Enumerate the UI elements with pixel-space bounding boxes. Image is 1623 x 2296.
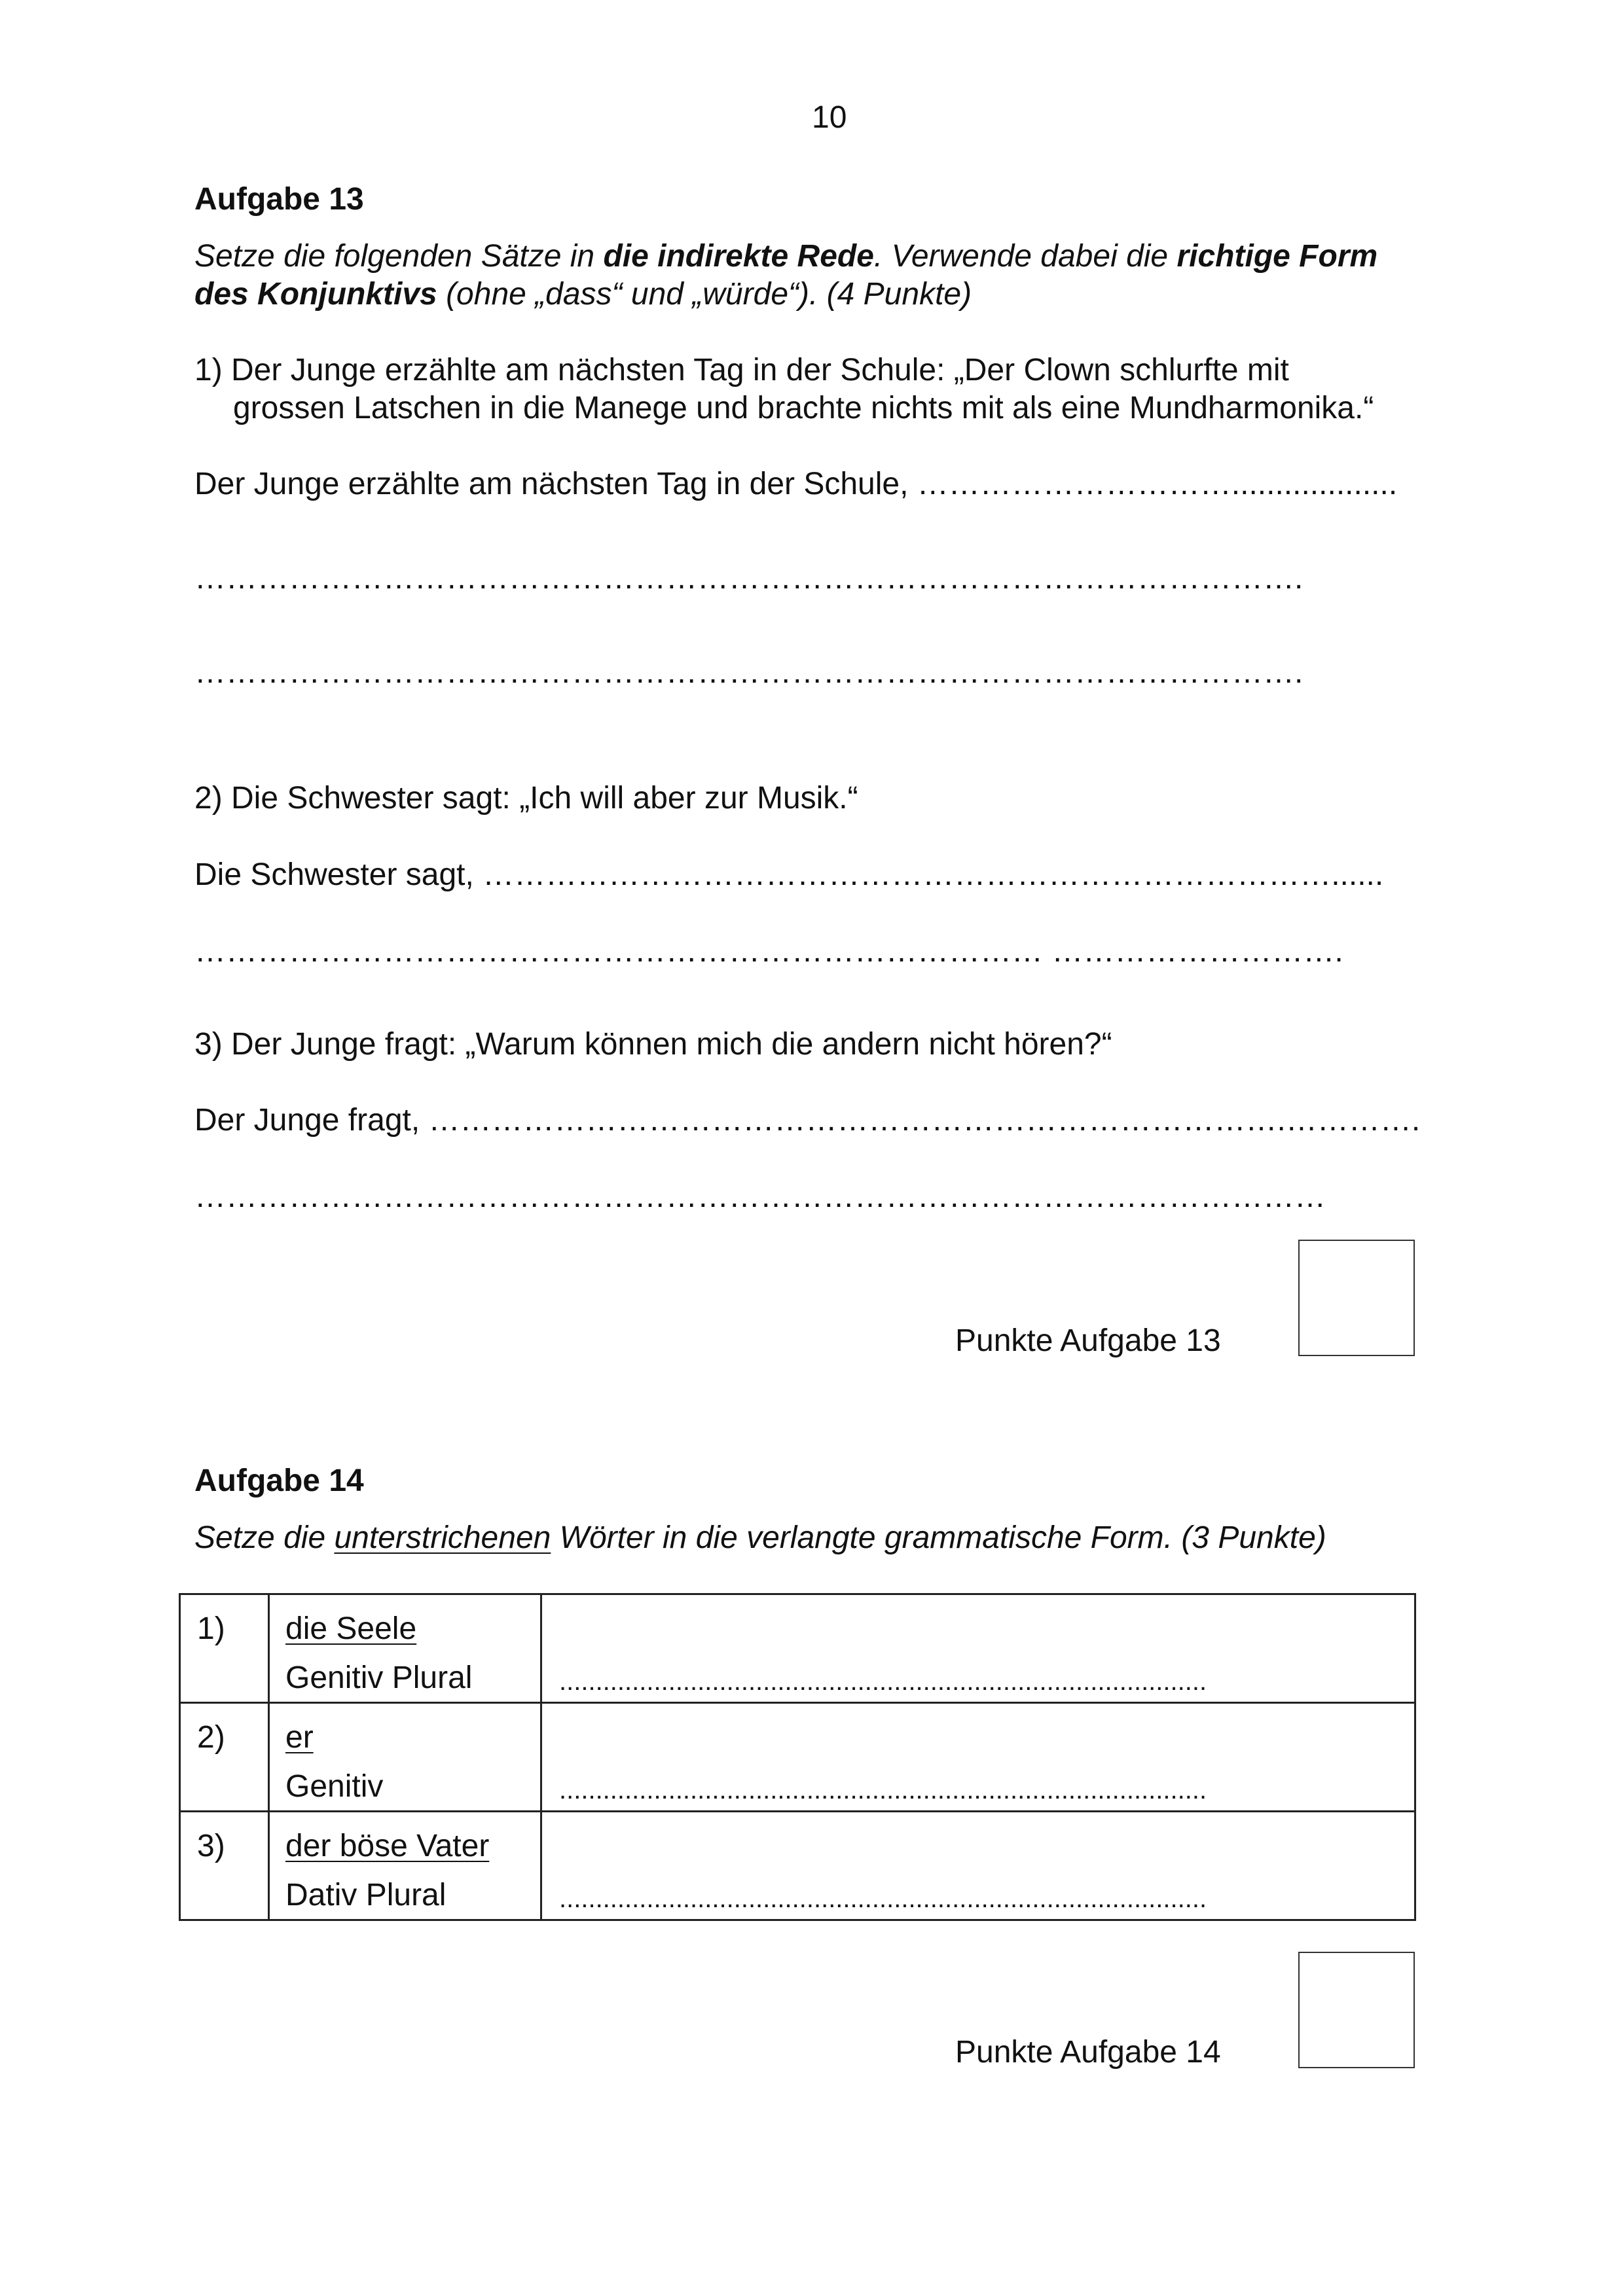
task14-title: Aufgabe 14 bbox=[194, 1463, 364, 1498]
row-number: 1) bbox=[197, 1611, 225, 1646]
page-number: 10 bbox=[812, 100, 847, 135]
task13-item3-answer-line[interactable]: ……………………………………………………………………………………………… bbox=[194, 1179, 1326, 1214]
task13-item3-answer-field[interactable]: ……………………………………………………………………….…………. bbox=[428, 1103, 1421, 1138]
task14-table bbox=[179, 1593, 1416, 1921]
row-word: er bbox=[285, 1720, 314, 1755]
row-answer-field[interactable]: ......................................................................................... bbox=[559, 1667, 1207, 1696]
task13-points-label: Punkte Aufgabe 13 bbox=[955, 1323, 1221, 1358]
task13-item3-text: 3) Der Junge fragt: „Warum können mich die andern nicht hören?“ bbox=[194, 1027, 1112, 1062]
row-word: der böse Vater bbox=[285, 1829, 490, 1863]
task13-item1-line2: grossen Latschen in die Manege und brachte nichts mit als eine Mundharmonika.“ bbox=[233, 391, 1374, 425]
task13-title: Aufgabe 13 bbox=[194, 182, 364, 217]
task13-item3-prompt: Der Junge fragt, ……………………………………………………………………….…………. bbox=[194, 1103, 1421, 1138]
task13-points-box[interactable] bbox=[1298, 1240, 1415, 1356]
table-row bbox=[180, 1812, 1415, 1920]
task14-points-box[interactable] bbox=[1298, 1952, 1415, 2068]
task13-instructions-line2: des Konjunktivs (ohne „dass“ und „würde“). (4 Punkte) bbox=[194, 277, 972, 312]
task13-item1-answer-line-b[interactable]: ……………………………………………………………………………………………. bbox=[194, 655, 1304, 690]
row-answer-field[interactable]: ......................................................................................... bbox=[559, 1884, 1207, 1913]
row-answer-field[interactable]: ......................................................................................... bbox=[559, 1776, 1207, 1804]
task13-item1-answer-line-a[interactable]: ……………………………………………………………………………………………. bbox=[194, 561, 1304, 596]
task14-instructions: Setze die unterstrichenen Wörter in die verlangte grammatische Form. (3 Punkte) bbox=[194, 1520, 1326, 1555]
row-word: die Seele bbox=[285, 1611, 417, 1646]
task13-item1-prompt: Der Junge erzählte am nächsten Tag in der Schule, …………………………................... bbox=[194, 467, 1398, 501]
task14-points-label: Punkte Aufgabe 14 bbox=[955, 2035, 1221, 2070]
row-target-form: Dativ Plural bbox=[285, 1878, 447, 1912]
table-row bbox=[180, 1594, 1415, 1703]
task13-instructions-line1: Setze die folgenden Sätze in die indirekte Rede. Verwende dabei die richtige Form bbox=[194, 239, 1378, 274]
task13-item2-prompt: Die Schwester sagt, ………………………………………………………………………...... bbox=[194, 857, 1384, 892]
task13-item2-answer-field[interactable]: ………………………………………………………………………...... bbox=[483, 857, 1384, 892]
task13-item2-text: 2) Die Schwester sagt: „Ich will aber zur Musik.“ bbox=[194, 781, 858, 816]
row-target-form: Genitiv bbox=[285, 1769, 384, 1804]
task13-item1-line1: 1) Der Junge erzählte am nächsten Tag in der Schule: „Der Clown schlurfte mit bbox=[194, 353, 1289, 387]
row-target-form: Genitiv Plural bbox=[285, 1660, 473, 1695]
row-number: 2) bbox=[197, 1720, 225, 1755]
task13-item2-answer-line[interactable]: ……………………………………………………………………… ………………………. bbox=[194, 934, 1343, 969]
table-row bbox=[180, 1703, 1415, 1812]
task13-item1-answer-field[interactable]: …………………………................... bbox=[917, 467, 1398, 501]
row-number: 3) bbox=[197, 1829, 225, 1863]
